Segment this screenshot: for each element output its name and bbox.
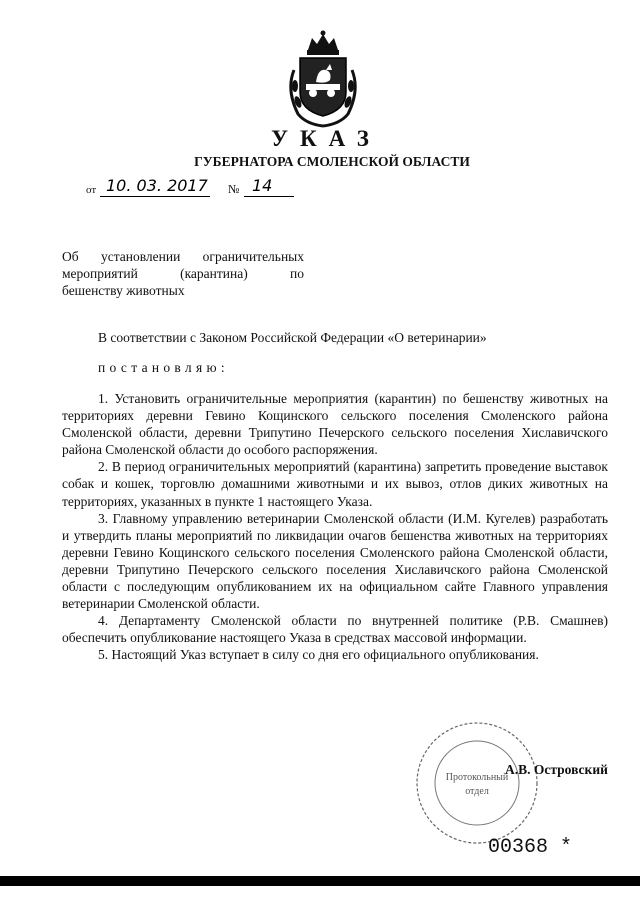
subject-line: мероприятий (карантина) по (62, 266, 304, 281)
document-title: УКАЗ (271, 126, 381, 151)
number-underline (244, 196, 294, 197)
date-prefix: от (86, 184, 97, 196)
governor-signature: А.В. Островский (505, 762, 608, 777)
paragraph: 5. Настоящий Указ вступает в силу со дня его официального опубликования. (98, 647, 539, 663)
paragraph: 3. Главному управлению ветеринарии Смоленской области (И.М. Кугелев) разработать и утвердить планы мероприятий по ликвидации очагов бешенства животных на территориях деревни Гевино Кощинского сельского поселения Смоленского района Смоленской области, деревни Трипутино Печерского сельского поселения Хиславичского района Смоленской области с последующим опубликованием их на официальном сайте Главного управления ветеринарии Смоленской области. (62, 510, 608, 612)
date-number-line (86, 176, 486, 198)
decree-word: постановляю: (98, 360, 229, 375)
paragraph: 1. Установить ограничительные мероприятия (карантин) по бешенству животных на территориях деревни Гевино Кощинского сельского поселения Смоленского района Смоленской области, деревни Трипутино Печерского сельского поселения Хиславичского района Смоленской области до особого распоряжения. (62, 391, 608, 458)
subject-line: Об установлении ограничительных (62, 249, 304, 264)
legal-basis: В соответствии с Законом Российской Федерации «О ветеринарии» (98, 330, 487, 345)
number-prefix: № (228, 182, 240, 196)
bottom-border (0, 876, 640, 886)
paragraph: 4. Департаменту Смоленской области по внутренней политике (Р.В. Смашнев) обеспечить опубликование настоящего Указа в средствах массовой информации. (62, 613, 608, 646)
paragraph: 2. В период ограничительных мероприятий (карантина) запретить проведение выставок собак и кошек, торговлю домашними животными и их вывоз, отлов диких животных на территориях, указанных в пункте 1 настоящего Указа. (62, 459, 608, 509)
official-stamp (402, 718, 552, 848)
document-issuer: ГУБЕРНАТОРА СМОЛЕНСКОЙ ОБЛАСТИ (194, 154, 470, 169)
decree-subject (62, 248, 304, 299)
number-handwritten: 14 (252, 176, 273, 195)
stamp-line: Протокольный (445, 772, 509, 783)
decree-body (62, 390, 608, 664)
coat-of-arms-icon (286, 30, 360, 130)
date-underline (100, 196, 210, 197)
stamp-line: отдел (465, 786, 489, 797)
subject-line: бешенству животных (62, 283, 185, 298)
registration-number: 00368 * (488, 836, 573, 859)
date-handwritten: 10. 03. 2017 (106, 176, 208, 195)
